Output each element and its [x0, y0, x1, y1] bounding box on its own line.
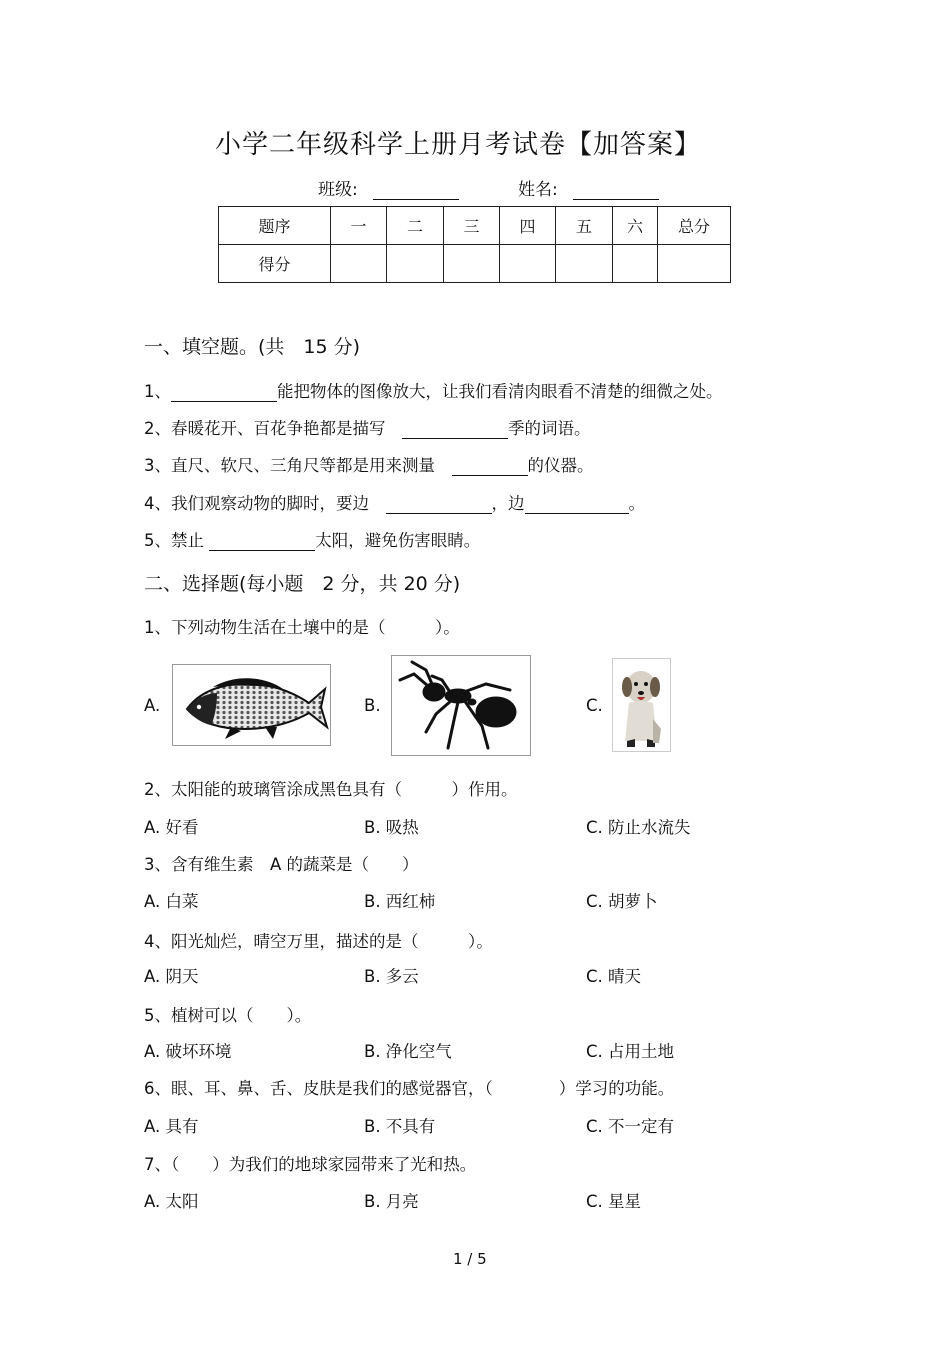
page-number: 1 / 5: [453, 1250, 487, 1268]
choice-question-5: 5、植树可以（ ）。: [144, 1006, 312, 1025]
ant-image[interactable]: [391, 655, 531, 756]
ant-icon: [392, 656, 530, 755]
fill-question-2: [144, 415, 591, 439]
question-number: 5、: [144, 531, 171, 550]
choice-question-6: 6、眼、耳、鼻、舌、皮肤是我们的感觉器官，（ ）学习的功能。: [144, 1079, 675, 1098]
fill-question-4: [144, 490, 645, 514]
answer-blank[interactable]: [402, 420, 508, 439]
choice-option[interactable]: C. 晴天: [586, 967, 642, 986]
fill-question-3: [144, 452, 594, 476]
answer-blank[interactable]: [386, 495, 492, 514]
score-header-cell: 三: [444, 207, 500, 245]
score-header-cell: 总分: [658, 207, 731, 245]
name-blank[interactable]: [573, 181, 659, 200]
score-header-cell: 题序: [219, 207, 331, 245]
dog-icon: [613, 659, 670, 751]
question-text: ，边: [491, 494, 525, 513]
class-label: 班级:: [318, 180, 358, 200]
answer-blank[interactable]: [171, 383, 277, 402]
question-text: 能把物体的图像放大，让我们看清肉眼看不清楚的细微之处。: [277, 382, 723, 401]
question-number: 4、: [144, 494, 171, 513]
score-header-cell: 五: [556, 207, 613, 245]
choice-question-2: 2、太阳能的玻璃管涂成黑色具有（ ）作用。: [144, 780, 518, 799]
class-field: [318, 175, 459, 200]
choice-question-7: 7、（ ）为我们的地球家园带来了光和热。: [144, 1155, 477, 1174]
score-header-cell: 二: [387, 207, 444, 245]
choice-option[interactable]: C. 胡萝卜: [586, 892, 658, 911]
score-cell[interactable]: [613, 245, 658, 283]
choice-option[interactable]: C. 占用土地: [586, 1042, 675, 1061]
choice-option[interactable]: A. 白菜: [144, 892, 199, 911]
question-text: 直尺、软尺、三角尺等都是用来测量: [171, 456, 452, 475]
answer-blank[interactable]: [209, 532, 315, 551]
score-header-cell: 一: [331, 207, 387, 245]
class-blank[interactable]: [373, 181, 459, 200]
question-text: 我们观察动物的脚时，要边: [171, 494, 386, 513]
score-header-cell: 四: [500, 207, 556, 245]
score-cell[interactable]: [500, 245, 556, 283]
choice-option[interactable]: A. 破坏环境: [144, 1042, 232, 1061]
question-number: 3、: [144, 456, 171, 475]
score-cell[interactable]: [387, 245, 444, 283]
fish-icon: [173, 665, 330, 745]
dog-image[interactable]: [612, 658, 671, 752]
score-cell[interactable]: [556, 245, 613, 283]
choice-option[interactable]: B. 净化空气: [364, 1042, 452, 1061]
choice-option[interactable]: B. 吸热: [364, 818, 419, 837]
choice-option[interactable]: A. 阴天: [144, 967, 199, 986]
question-text: 禁止: [171, 531, 210, 550]
score-table-score-row: [219, 245, 731, 283]
choice-question-1: 1、下列动物生活在土壤中的是（ ）。: [144, 618, 460, 637]
section2-heading: 二、选择题(每小题 2 分，共 20 分): [144, 573, 461, 595]
fill-question-5: [144, 527, 480, 551]
choice-option[interactable]: B. 不具有: [364, 1117, 436, 1136]
score-header-cell: 六: [613, 207, 658, 245]
page-title: 小学二年级科学上册月考试卷【加答案】: [215, 130, 702, 160]
choice-option[interactable]: A. 具有: [144, 1117, 199, 1136]
choice-option[interactable]: B. 月亮: [364, 1192, 419, 1211]
section1-heading: 一、填空题。(共 15 分): [144, 336, 361, 358]
name-field: [518, 175, 659, 200]
question-text: 春暖花开、百花争艳都是描写: [171, 419, 402, 438]
score-cell[interactable]: [444, 245, 500, 283]
choice-option[interactable]: C. 防止水流失: [586, 818, 691, 837]
score-cell[interactable]: [658, 245, 731, 283]
choice-option[interactable]: C. 不一定有: [586, 1117, 675, 1136]
name-label: 姓名:: [518, 180, 558, 200]
score-table: [218, 206, 731, 283]
choice-question-4: 4、阳光灿烂，晴空万里，描述的是（ ）。: [144, 932, 493, 951]
score-table-header-row: [219, 207, 731, 245]
answer-blank[interactable]: [525, 495, 629, 514]
question-text: 季的词语。: [508, 419, 591, 438]
score-cell[interactable]: [331, 245, 387, 283]
choice-option[interactable]: C. 星星: [586, 1192, 642, 1211]
score-row-label: 得分: [219, 245, 331, 283]
question-number: 1、: [144, 382, 171, 401]
question-text: 的仪器。: [527, 456, 594, 475]
question-text: 太阳，避免伤害眼睛。: [315, 531, 481, 550]
choice-option[interactable]: A. 太阳: [144, 1192, 199, 1211]
choice-option[interactable]: A. 好看: [144, 818, 199, 837]
question-text: 。: [628, 494, 645, 513]
question-number: 2、: [144, 419, 171, 438]
choice-question-3: 3、含有维生素 A 的蔬菜是（ ）: [144, 855, 419, 874]
option-c-label[interactable]: C.: [586, 696, 603, 715]
answer-blank[interactable]: [452, 457, 528, 476]
fill-question-1: [144, 378, 723, 402]
fish-image[interactable]: [172, 664, 331, 746]
option-a-label[interactable]: A.: [144, 696, 161, 715]
choice-option[interactable]: B. 多云: [364, 967, 419, 986]
choice-option[interactable]: B. 西红柿: [364, 892, 436, 911]
option-b-label[interactable]: B.: [364, 696, 381, 715]
